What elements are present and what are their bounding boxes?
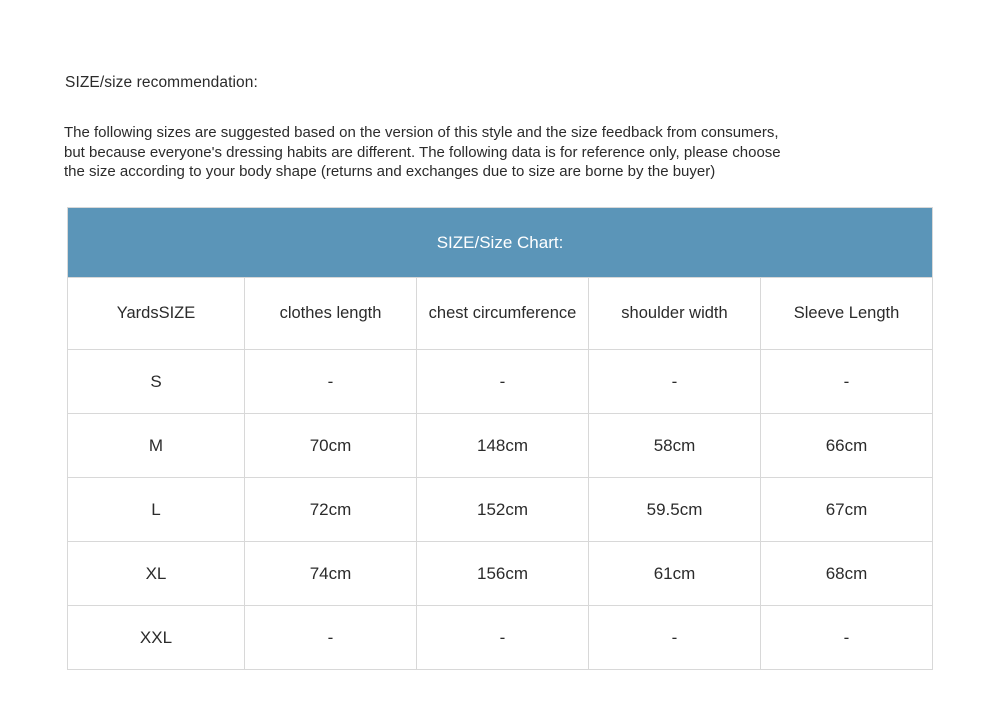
- cell-sleeve-length: 67cm: [761, 478, 933, 542]
- table-row: [68, 606, 933, 670]
- column-header-clothes-length: clothes length: [245, 278, 417, 350]
- cell-sleeve-length: 66cm: [761, 414, 933, 478]
- cell-chest-circumference: 156cm: [417, 542, 589, 606]
- column-header-size: YardsSIZE: [68, 278, 245, 350]
- intro-line-2: but because everyone's dressing habits are different. The following data is for reference only, please choose: [64, 143, 781, 161]
- table-row: [68, 542, 933, 606]
- column-header-chest-circumference: chest circumference: [417, 278, 589, 350]
- cell-shoulder-width: -: [589, 350, 761, 414]
- cell-clothes-length: -: [245, 350, 417, 414]
- intro-paragraph: [64, 123, 934, 182]
- intro-line-1: The following sizes are suggested based on the version of this style and the size feedback from consumers,: [64, 124, 779, 141]
- cell-shoulder-width: 59.5cm: [589, 478, 761, 542]
- table-row: [68, 478, 933, 542]
- cell-chest-circumference: 148cm: [417, 414, 589, 478]
- table-title: SIZE/Size Chart:: [68, 208, 933, 278]
- cell-chest-circumference: -: [417, 606, 589, 670]
- cell-sleeve-length: -: [761, 350, 933, 414]
- intro-line-3: the size according to your body shape (returns and exchanges due to size are borne by the buyer): [64, 163, 716, 180]
- cell-size: L: [68, 478, 245, 542]
- cell-shoulder-width: 58cm: [589, 414, 761, 478]
- size-table: [67, 207, 933, 670]
- table-row: [68, 414, 933, 478]
- table-header-row: [68, 278, 933, 350]
- cell-size: XL: [68, 542, 245, 606]
- cell-clothes-length: 72cm: [245, 478, 417, 542]
- table-row: [68, 350, 933, 414]
- cell-sleeve-length: -: [761, 606, 933, 670]
- cell-size: XXL: [68, 606, 245, 670]
- cell-shoulder-width: -: [589, 606, 761, 670]
- page-title: SIZE/size recommendation:: [65, 74, 258, 91]
- cell-size: S: [68, 350, 245, 414]
- cell-chest-circumference: 152cm: [417, 478, 589, 542]
- cell-shoulder-width: 61cm: [589, 542, 761, 606]
- cell-sleeve-length: 68cm: [761, 542, 933, 606]
- column-header-sleeve-length: Sleeve Length: [761, 278, 933, 350]
- cell-size: M: [68, 414, 245, 478]
- cell-clothes-length: 70cm: [245, 414, 417, 478]
- cell-clothes-length: 74cm: [245, 542, 417, 606]
- size-table-container: [67, 207, 932, 670]
- cell-clothes-length: -: [245, 606, 417, 670]
- table-title-row: [68, 208, 933, 278]
- cell-chest-circumference: -: [417, 350, 589, 414]
- column-header-shoulder-width: shoulder width: [589, 278, 761, 350]
